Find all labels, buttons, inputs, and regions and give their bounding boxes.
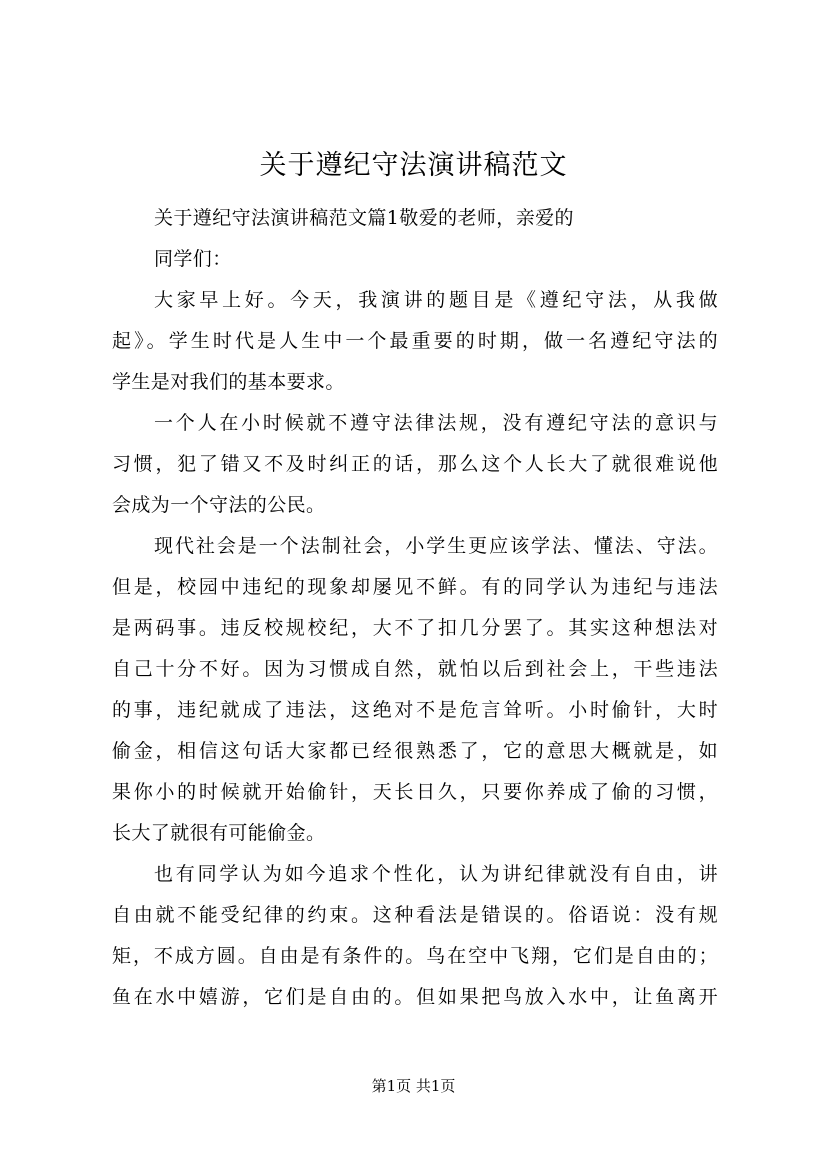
paragraph-line: 大家早上好。今天，我演讲的题目是《遵纪守法，从我做 (154, 289, 718, 311)
paragraph-line: 也有同学认为如今追求个性化，认为讲纪律就没有自由，讲 (154, 863, 718, 885)
document-title: 关于遵纪守法演讲稿范文 (259, 150, 568, 181)
document-body (112, 198, 718, 1018)
paragraph-line: 学生是对我们的基本要求。 (112, 371, 345, 393)
paragraph-line: 矩，不成方圆。自由是有条件的。鸟在空中飞翔，它们是自由的； (112, 945, 718, 967)
paragraph-line: 的事，违纪就成了违法，这绝对不是危言耸听。小时偷针，大时 (112, 699, 718, 721)
paragraph-line: 会成为一个守法的公民。 (112, 494, 326, 516)
paragraph-line: 关于遵纪守法演讲稿范文篇1敬爱的老师，亲爱的 (154, 207, 574, 229)
paragraph-line: 习惯，犯了错又不及时纠正的话，那么这个人长大了就很难说他 (112, 453, 718, 475)
paragraph-line: 起》。学生时代是人生中一个最重要的时期，做一名遵纪守法的 (112, 330, 718, 352)
page-footer: 第1页 共1页 (371, 1077, 456, 1095)
paragraph-line: 同学们： (154, 248, 232, 270)
paragraph-line: 但是，校园中违纪的现象却屡见不鲜。有的同学认为违纪与违法 (112, 576, 718, 598)
paragraph-line: 现代社会是一个法制社会，小学生更应该学法、懂法、守法。 (154, 535, 718, 557)
paragraph-line: 自己十分不好。因为习惯成自然，就怕以后到社会上，干些违法 (112, 658, 718, 680)
paragraph-line: 偷金，相信这句话大家都已经很熟悉了，它的意思大概就是，如 (112, 740, 718, 762)
paragraph-line: 鱼在水中嬉游，它们是自由的。但如果把鸟放入水中，让鱼离开 (112, 986, 718, 1008)
paragraph-line: 一个人在小时候就不遵守法律法规，没有遵纪守法的意识与 (154, 412, 718, 434)
paragraph-line: 是两码事。违反校规校纪，大不了扣几分罢了。其实这种想法对 (112, 617, 718, 639)
paragraph-line: 果你小的时候就开始偷针，天长日久，只要你养成了偷的习惯， (112, 781, 718, 803)
paragraph-line: 自由就不能受纪律的约束。这种看法是错误的。俗语说：没有规 (112, 904, 718, 926)
paragraph-line: 长大了就很有可能偷金。 (112, 822, 326, 844)
